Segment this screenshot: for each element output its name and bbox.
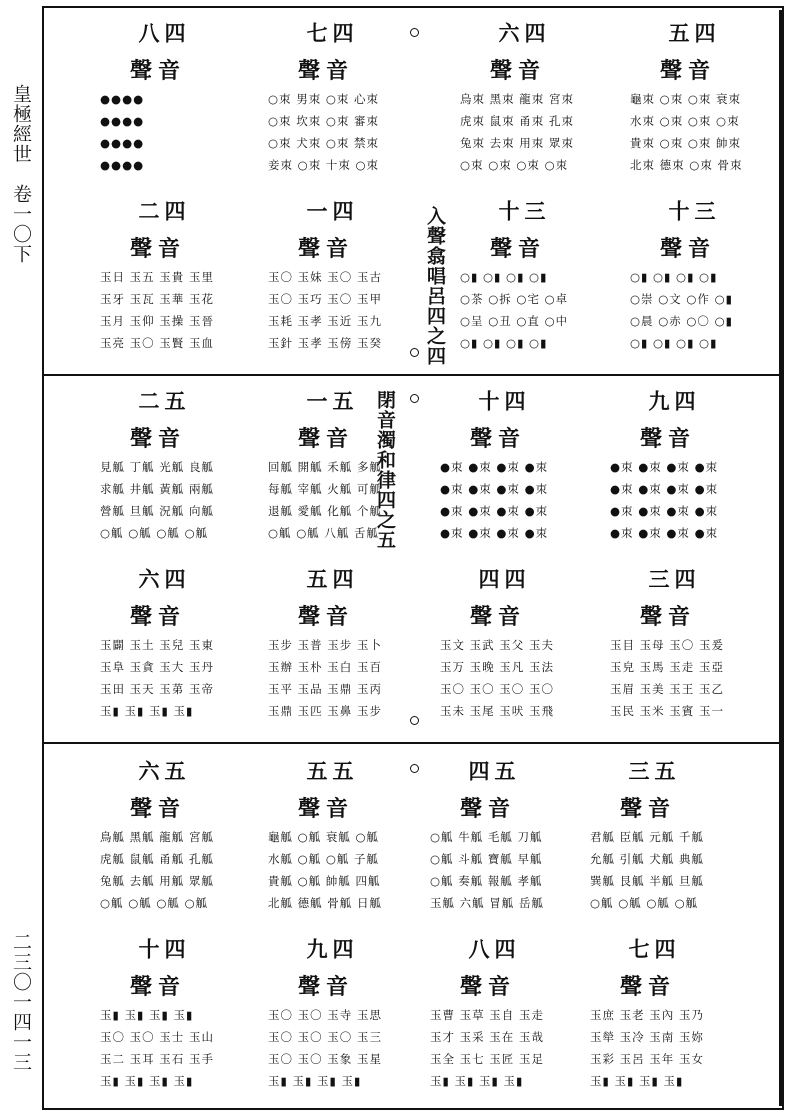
block-row: 玉▮ 玉▮ 玉▮ 玉▮	[100, 1074, 194, 1088]
block-tone: 四	[162, 22, 187, 43]
block-heading	[440, 568, 610, 630]
block-row: 玉觚 六觚 冒觚 岳觚	[430, 896, 544, 910]
block-row: 玉全 玉七 玉匠 玉足	[430, 1052, 544, 1066]
block-rows	[268, 266, 438, 354]
block-number: 一	[304, 200, 329, 221]
block-heading	[590, 760, 760, 822]
block-row: 玉步 玉普 玉步 玉卜	[268, 638, 382, 652]
tone-block	[100, 568, 270, 722]
block-number: 六	[496, 22, 521, 43]
sheng-label: 聲	[460, 974, 483, 1000]
block-row: 北觚 德觚 骨觚 日觚	[268, 896, 382, 910]
block-row: 營觚 旦觚 況觚 向觚	[100, 504, 214, 518]
block-row: 玉平 玉品 玉鼎 玉丙	[268, 682, 382, 696]
yin-label: 音	[498, 426, 521, 452]
yin-label: 音	[498, 604, 521, 630]
block-tone: 四	[652, 938, 677, 959]
block-rows	[268, 88, 438, 176]
tone-block	[268, 390, 438, 544]
block-number: 八	[136, 22, 161, 43]
block-heading	[630, 200, 800, 262]
block-number: 五	[304, 760, 329, 781]
yin-label: 音	[488, 796, 511, 822]
block-rows	[630, 266, 800, 354]
block-row: ○崇 ○文 ○作 ○▮	[630, 292, 733, 306]
yin-label: 音	[158, 604, 181, 630]
block-number: 三	[626, 760, 651, 781]
block-row: ●朿 ●朿 ●朿 ●朿	[440, 526, 549, 540]
block-rows	[610, 634, 780, 722]
block-row: 君觚 臣觚 元觚 千觚	[590, 830, 704, 844]
block-tone: 四	[672, 390, 697, 411]
block-tone: 五	[330, 760, 355, 781]
block-row: ○▮ ○▮ ○▮ ○▮	[630, 336, 718, 350]
block-row: 退觚 愛觚 化觚 个觚	[268, 504, 382, 518]
block-heading	[268, 22, 438, 84]
side-page-number: 二三〇一四一三	[10, 932, 32, 1072]
tone-block	[430, 760, 600, 914]
block-row: 玉庶 玉老 玉內 玉乃	[590, 1008, 704, 1022]
block-row: 玉▮ 玉▮ 玉▮ 玉▮	[100, 704, 194, 718]
yin-label: 音	[648, 796, 671, 822]
block-row: ○呈 ○丑 ○直 ○中	[460, 314, 569, 328]
block-tone: 五	[652, 760, 677, 781]
block-tone: 四	[330, 568, 355, 589]
block-row: 巽觚 艮觚 半觚 旦觚	[590, 874, 704, 888]
block-tone: 五	[492, 760, 517, 781]
sheng-label: 聲	[130, 974, 153, 1000]
block-row: 虎朿 鼠朿 甬朿 孔朿	[460, 114, 574, 128]
block-row: 見觚 丁觚 光觚 良觚	[100, 460, 214, 474]
block-number: 五	[304, 568, 329, 589]
block-row: 鳥觚 黑觚 龍觚 宮觚	[100, 830, 214, 844]
sheng-label: 聲	[470, 604, 493, 630]
sheng-label: 聲	[620, 974, 643, 1000]
block-rows	[460, 266, 630, 354]
block-row: ●朿 ●朿 ●朿 ●朿	[610, 504, 719, 518]
block-tone: 三	[522, 200, 547, 221]
block-row: 玉目 玉母 玉〇 玉爰	[610, 638, 724, 652]
block-rows	[430, 1004, 600, 1092]
block-row: 玉▮ 玉▮ 玉▮ 玉▮	[430, 1074, 524, 1088]
block-number: 三	[646, 568, 671, 589]
block-heading	[100, 390, 270, 452]
side-title: 皇極經世 卷一〇下	[10, 84, 32, 264]
block-row: 玉眉 玉美 玉王 玉乙	[610, 682, 724, 696]
block-row: 玉〇 玉妹 玉〇 玉古	[268, 270, 382, 284]
block-heading	[268, 938, 438, 1000]
block-row: 玉二 玉耳 玉石 玉手	[100, 1052, 214, 1066]
block-tone: 四	[330, 22, 355, 43]
yin-label: 音	[326, 236, 349, 262]
block-row: 玉彩 玉呂 玉年 玉女	[590, 1052, 704, 1066]
sheng-label: 聲	[490, 58, 513, 84]
block-row: 水觚 ○觚 ○觚 子觚	[268, 852, 380, 866]
yin-label: 音	[158, 796, 181, 822]
sheng-label: 聲	[460, 796, 483, 822]
block-rows	[268, 456, 438, 544]
tone-block	[440, 390, 610, 544]
tone-block	[268, 200, 438, 354]
block-row: ○觚 奏觚 報觚 孝觚	[430, 874, 543, 888]
block-tone: 四	[492, 938, 517, 959]
block-row: 玉曹 玉草 玉自 玉走	[430, 1008, 544, 1022]
block-row: ○觚 ○觚 ○觚 ○觚	[100, 526, 209, 540]
block-heading	[440, 390, 610, 452]
block-row: 求觚 井觚 黃觚 兩觚	[100, 482, 214, 496]
block-row: 玉針 玉孝 玉傍 玉癸	[268, 336, 382, 350]
block-row: ○觚 牛觚 毛觚 刀觚	[430, 830, 543, 844]
yin-label: 音	[518, 236, 541, 262]
block-number: 十	[666, 200, 691, 221]
block-heading	[430, 938, 600, 1000]
sheng-label: 聲	[660, 236, 683, 262]
block-tone: 四	[502, 390, 527, 411]
tone-block	[268, 760, 438, 914]
block-row: 烏朿 黑朿 龍朿 宮朿	[460, 92, 574, 106]
block-row: 妾朿 ○朿 十朿 ○朿	[268, 158, 380, 172]
yin-label: 音	[688, 58, 711, 84]
block-rows	[610, 456, 780, 544]
block-tone: 五	[162, 390, 187, 411]
sheng-label: 聲	[130, 426, 153, 452]
block-row: ●朿 ●朿 ●朿 ●朿	[440, 482, 549, 496]
block-row: ●朿 ●朿 ●朿 ●朿	[440, 460, 549, 474]
tone-block	[100, 760, 270, 914]
sheng-label: 聲	[298, 236, 321, 262]
yin-label: 音	[158, 236, 181, 262]
block-rows	[100, 1004, 270, 1092]
block-rows	[268, 634, 438, 722]
block-rows	[100, 456, 270, 544]
block-row: 玉皃 玉馬 玉走 玉亞	[610, 660, 724, 674]
sheng-label: 聲	[130, 796, 153, 822]
block-tone: 四	[162, 200, 187, 221]
block-number: 四	[466, 760, 491, 781]
block-number: 九	[646, 390, 671, 411]
block-row: 玉田 玉天 玉苐 玉帝	[100, 682, 214, 696]
block-heading	[100, 568, 270, 630]
block-row: ○朿 男朿 ○朿 心朿	[268, 92, 380, 106]
tone-block	[460, 22, 630, 176]
divider-2	[44, 742, 782, 744]
block-row: ○晨 ○赤 ○〇 ○▮	[630, 314, 733, 328]
block-number: 二	[136, 200, 161, 221]
block-row: 玉犖 玉冷 玉南 玉妳	[590, 1030, 704, 1044]
block-heading	[610, 390, 780, 452]
tone-block	[590, 938, 760, 1092]
tone-block	[100, 390, 270, 544]
block-rows	[100, 826, 270, 914]
sheng-label: 聲	[298, 796, 321, 822]
block-row: 玉鼎 玉匹 玉鼻 玉步	[268, 704, 382, 718]
block-number: 二	[136, 390, 161, 411]
block-row: ○朿 犬朿 ○朿 禁朿	[268, 136, 380, 150]
tone-block	[268, 22, 438, 176]
yin-label: 音	[158, 974, 181, 1000]
block-heading	[268, 760, 438, 822]
block-rows	[440, 456, 610, 544]
block-rows	[630, 88, 800, 176]
block-row: ○朿 坎朿 ○朿 審朿	[268, 114, 380, 128]
block-row: 玉辦 玉朴 玉白 玉百	[268, 660, 382, 674]
block-rows	[430, 826, 600, 914]
yin-label: 音	[326, 796, 349, 822]
tone-block	[100, 938, 270, 1092]
yin-label: 音	[326, 604, 349, 630]
block-heading	[100, 200, 270, 262]
sheng-label: 聲	[660, 58, 683, 84]
yin-label: 音	[326, 58, 349, 84]
block-heading	[430, 760, 600, 822]
block-rows	[590, 1004, 760, 1092]
yin-label: 音	[326, 974, 349, 1000]
yin-label: 音	[688, 236, 711, 262]
block-rows	[100, 266, 270, 354]
block-tone: 四	[692, 22, 717, 43]
block-number: 六	[136, 760, 161, 781]
block-tone: 四	[162, 938, 187, 959]
block-row: 水朿 ○朿 ○朿 ○朿	[630, 114, 740, 128]
block-tone: 五	[330, 390, 355, 411]
block-row: ●●●●	[100, 92, 145, 106]
sheng-label: 聲	[130, 236, 153, 262]
block-heading	[100, 22, 270, 84]
tone-block	[610, 390, 780, 544]
block-row: ○朿 ○朿 ○朿 ○朿	[460, 158, 569, 172]
block-number: 五	[666, 22, 691, 43]
tone-block	[460, 200, 630, 354]
block-row: 貴朿 ○朿 ○朿 帥朿	[630, 136, 742, 150]
block-row: 玉月 玉仰 玉操 玉晉	[100, 314, 214, 328]
block-rows	[590, 826, 760, 914]
block-row: 玉文 玉武 玉父 玉夫	[440, 638, 554, 652]
block-tone: 四	[330, 938, 355, 959]
block-row: 兔朿 去朿 用朿 眾朿	[460, 136, 574, 150]
yin-label: 音	[158, 58, 181, 84]
yin-label: 音	[668, 426, 691, 452]
block-rows	[100, 88, 270, 176]
yin-label: 音	[518, 58, 541, 84]
block-tone: 四	[502, 568, 527, 589]
tone-block	[268, 568, 438, 722]
block-row: 玉阜 玉貪 玉大 玉丹	[100, 660, 214, 674]
tone-block	[610, 568, 780, 722]
block-row: ○▮ ○▮ ○▮ ○▮	[460, 336, 548, 350]
block-number: 七	[304, 22, 329, 43]
block-tone: 四	[672, 568, 697, 589]
block-rows	[268, 1004, 438, 1092]
block-row: ●●●●	[100, 158, 145, 172]
sheng-label: 聲	[620, 796, 643, 822]
block-row: ○觚 ○觚 ○觚 ○觚	[590, 896, 699, 910]
block-number: 九	[304, 938, 329, 959]
sheng-label: 聲	[298, 604, 321, 630]
yin-label: 音	[488, 974, 511, 1000]
block-row: 每觚 宰觚 火觚 可觚	[268, 482, 382, 496]
block-row: 玉〇 玉〇 玉〇 玉〇	[440, 682, 554, 696]
sheng-label: 聲	[490, 236, 513, 262]
block-heading	[630, 22, 800, 84]
block-row: 玉耗 玉孝 玉近 玉九	[268, 314, 382, 328]
tone-block	[630, 22, 800, 176]
block-row: 玉▮ 玉▮ 玉▮ 玉▮	[590, 1074, 684, 1088]
block-row: 回觚 開觚 禾觚 多觚	[268, 460, 382, 474]
sheng-label: 聲	[298, 58, 321, 84]
block-rows	[440, 634, 610, 722]
block-row: 虎觚 鼠觚 甬觚 孔觚	[100, 852, 214, 866]
block-row: ○▮ ○▮ ○▮ ○▮	[460, 270, 548, 284]
block-row: 玉亮 玉〇 玉賢 玉血	[100, 336, 214, 350]
block-number: 十	[476, 390, 501, 411]
block-row: ●●●●	[100, 136, 145, 150]
sheng-label: 聲	[298, 426, 321, 452]
block-number: 十	[496, 200, 521, 221]
block-row: 玉〇 玉〇 玉象 玉星	[268, 1052, 382, 1066]
section-title-1: 入聲翕唱呂四之四	[424, 206, 446, 366]
block-tone: 三	[692, 200, 717, 221]
tone-block	[630, 200, 800, 354]
block-row: 玉闢 玉土 玉兒 玉東	[100, 638, 214, 652]
block-row: ●朿 ●朿 ●朿 ●朿	[610, 460, 719, 474]
block-heading	[268, 568, 438, 630]
block-row: ●朿 ●朿 ●朿 ●朿	[610, 526, 719, 540]
tone-block	[430, 938, 600, 1092]
block-row: 玉▮ 玉▮ 玉▮ 玉▮	[268, 1074, 362, 1088]
block-row: 玉日 玉五 玉貴 玉里	[100, 270, 214, 284]
block-heading	[460, 200, 630, 262]
block-row: 兔觚 去觚 用觚 眾觚	[100, 874, 214, 888]
sheng-label: 聲	[640, 604, 663, 630]
block-row: 貴觚 ○觚 帥觚 四觚	[268, 874, 381, 888]
block-heading	[100, 760, 270, 822]
divider-1	[44, 374, 782, 376]
block-row: 玉万 玉晚 玉凡 玉法	[440, 660, 554, 674]
block-row: 允觚 引觚 犬觚 典觚	[590, 852, 704, 866]
sheng-label: 聲	[130, 604, 153, 630]
block-row: 玉民 玉米 玉賓 玉一	[610, 704, 724, 718]
block-row: 玉▮ 玉▮ 玉▮ 玉▮	[100, 1008, 194, 1022]
sheng-label: 聲	[640, 426, 663, 452]
sheng-label: 聲	[470, 426, 493, 452]
block-row: ○茶 ○拆 ○宅 ○卓	[460, 292, 569, 306]
block-row: 玉未 玉尾 玉吠 玉飛	[440, 704, 554, 718]
block-row: ○▮ ○▮ ○▮ ○▮	[630, 270, 718, 284]
yin-label: 音	[668, 604, 691, 630]
block-heading	[268, 200, 438, 262]
block-rows	[460, 88, 630, 176]
block-heading	[268, 390, 438, 452]
block-row: 玉〇 玉巧 玉〇 玉甲	[268, 292, 382, 306]
block-row: 北朿 德朿 ○朿 骨朿	[630, 158, 743, 172]
block-row: ●朿 ●朿 ●朿 ●朿	[610, 482, 719, 496]
block-row: 玉才 玉采 玉在 玉哉	[430, 1030, 544, 1044]
tone-block	[268, 938, 438, 1092]
block-tone: 四	[162, 568, 187, 589]
sheng-label: 聲	[130, 58, 153, 84]
block-row: 龜朿 ○朿 ○朿 衰朿	[630, 92, 742, 106]
block-row: 玉〇 玉〇 玉〇 玉三	[268, 1030, 382, 1044]
tone-block	[440, 568, 610, 722]
block-row: 龜觚 ○觚 衰觚 ○觚	[268, 830, 380, 844]
yin-label: 音	[158, 426, 181, 452]
block-row: ○觚 ○觚 ○觚 ○觚	[100, 896, 209, 910]
tone-block	[100, 22, 270, 176]
block-heading	[100, 938, 270, 1000]
block-tone: 五	[162, 760, 187, 781]
block-row: ●●●●	[100, 114, 145, 128]
block-row: ●朿 ●朿 ●朿 ●朿	[440, 504, 549, 518]
yin-label: 音	[326, 426, 349, 452]
block-number: 一	[304, 390, 329, 411]
block-rows	[100, 634, 270, 722]
section-title-2: 閉音濁和律四之五	[374, 390, 396, 550]
block-heading	[460, 22, 630, 84]
block-heading	[590, 938, 760, 1000]
sheng-label: 聲	[298, 974, 321, 1000]
block-row: 玉牙 玉瓦 玉華 玉花	[100, 292, 214, 306]
tone-block	[590, 760, 760, 914]
block-row: 玉〇 玉〇 玉寺 玉思	[268, 1008, 382, 1022]
block-rows	[268, 826, 438, 914]
yin-label: 音	[648, 974, 671, 1000]
block-row: 玉〇 玉〇 玉士 玉山	[100, 1030, 214, 1044]
block-number: 七	[626, 938, 651, 959]
block-row: ○觚 ○觚 八觚 舌觚	[268, 526, 380, 540]
block-number: 六	[136, 568, 161, 589]
block-tone: 四	[330, 200, 355, 221]
tone-block	[100, 200, 270, 354]
block-row: ○觚 斗觚 寶觚 早觚	[430, 852, 543, 866]
block-heading	[610, 568, 780, 630]
block-number: 八	[466, 938, 491, 959]
block-number: 四	[476, 568, 501, 589]
block-number: 十	[136, 938, 161, 959]
block-tone: 四	[522, 22, 547, 43]
